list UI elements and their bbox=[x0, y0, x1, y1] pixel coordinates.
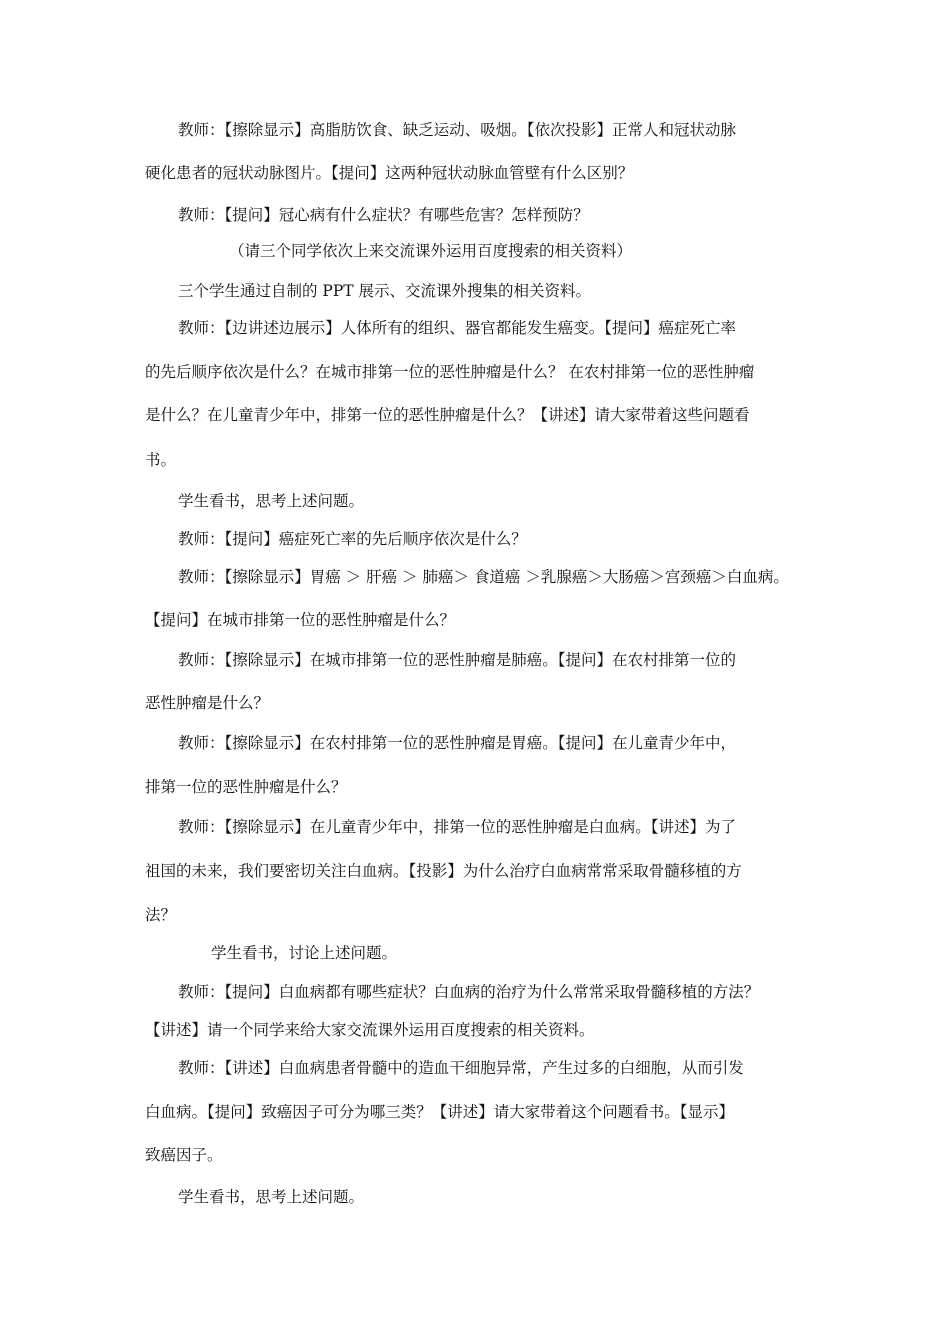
text-line: 白血病。【提问】致癌因子可分为哪三类？【讲述】请大家带着这个问题看书。【显示】 bbox=[145, 1103, 735, 1121]
text-line: 教师：【提问】白血病都有哪些症状？白血病的治疗为什么常常采取骨髓移植的方法？ bbox=[178, 983, 760, 1001]
text-line: 是什么？在儿童青少年中，排第一位的恶性肿瘤是什么？【讲述】请大家带着这些问题看 bbox=[145, 406, 750, 424]
text-line: 教师：【擦除显示】高脂肪饮食、缺乏运动、吸烟。【依次投影】正常人和冠状动脉 bbox=[178, 121, 737, 139]
text-line: 教师：【讲述】白血病患者骨髓中的造血干细胞异常，产生过多的白细胞，从而引发 bbox=[178, 1059, 744, 1077]
text-line: 教师：【擦除显示】在儿童青少年中，排第一位的恶性肿瘤是白血病。【讲述】为了 bbox=[178, 818, 737, 836]
text-line: 学生看书，思考上述问题。 bbox=[178, 1188, 365, 1206]
text-line: 【讲述】请一个同学来给大家交流课外运用百度搜索的相关资料。 bbox=[145, 1021, 595, 1039]
text-line: 硬化患者的冠状动脉图片。【提问】这两种冠状动脉血管壁有什么区别？ bbox=[145, 164, 634, 182]
text-line: 教师：【擦除显示】在城市排第一位的恶性肿瘤是肺癌。【提问】在农村排第一位的 bbox=[178, 651, 737, 669]
text-line: 教师：【擦除显示】胃癌 ＞ 肝癌 ＞ 肺癌＞ 食道癌 ＞乳腺癌＞大肠癌＞宫颈癌＞白血病。 bbox=[178, 568, 789, 586]
text-line: 学生看书，讨论上述问题。 bbox=[211, 944, 398, 962]
text-line: 教师：【提问】冠心病有什么症状？有哪些危害？怎样预防？ bbox=[178, 206, 589, 224]
text-line: 【提问】在城市排第一位的恶性肿瘤是什么？ bbox=[145, 611, 456, 629]
text-line: 致癌因子。 bbox=[145, 1146, 223, 1164]
text-line: 三个学生通过自制的 PPT 展示、交流课外搜集的相关资料。 bbox=[178, 282, 592, 300]
text-line: 学生看书，思考上述问题。 bbox=[178, 492, 365, 510]
text-line: （请三个同学依次上来交流课外运用百度搜索的相关资料） bbox=[229, 242, 633, 260]
text-line: 恶性肿瘤是什么？ bbox=[145, 694, 270, 712]
text-line: 书。 bbox=[145, 451, 177, 469]
text-line: 的先后顺序依次是什么？在城市排第一位的恶性肿瘤是什么？ 在农村排第一位的恶性肿瘤 bbox=[145, 363, 755, 381]
text-line: 教师：【擦除显示】在农村排第一位的恶性肿瘤是胃癌。【提问】在儿童青少年中， bbox=[178, 734, 737, 752]
text-line: 祖国的未来，我们要密切关注白血病。【投影】为什么治疗白血病常常采取骨髓移植的方 bbox=[145, 862, 742, 880]
text-line: 教师：【提问】癌症死亡率的先后顺序依次是什么？ bbox=[178, 530, 527, 548]
text-line: 法？ bbox=[145, 906, 177, 924]
text-line: 排第一位的恶性肿瘤是什么？ bbox=[145, 778, 347, 796]
text-line: 教师：【边讲述边展示】人体所有的组织、器官都能发生癌变。【提问】癌症死亡率 bbox=[178, 319, 737, 337]
